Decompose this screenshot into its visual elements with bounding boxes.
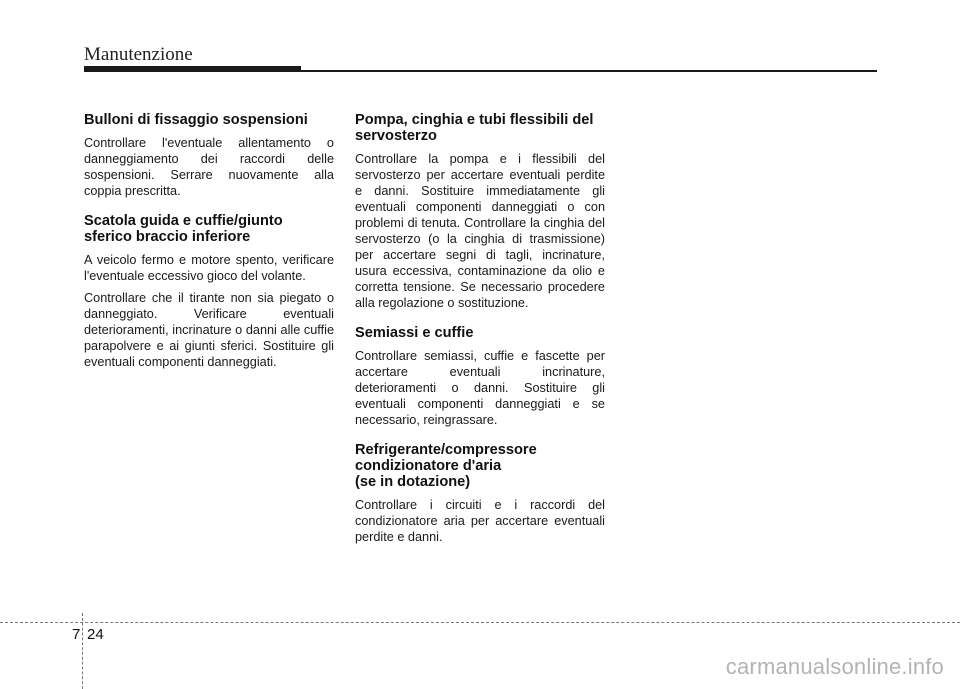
section-paragraph: Controllare l'eventuale allentamento o danneggiamento dei raccordi delle sospensioni. Serrare nuovamente alla coppia prescritta. — [84, 136, 334, 198]
section-suspension-bolts — [84, 112, 334, 199]
section-drive-shafts — [355, 325, 605, 428]
section-steering-box — [84, 213, 334, 370]
section-paragraph: A veicolo fermo e motore spento, verificare l'eventuale eccessivo gioco del volante. — [84, 253, 334, 283]
section-heading — [355, 442, 605, 490]
right-column — [355, 112, 605, 559]
section-heading: Pompa, cinghia e tubi flessibili del servosterzo — [355, 112, 594, 144]
page-number: 24 — [87, 626, 104, 643]
header-rule-thick — [84, 66, 301, 72]
section-refrigerant — [355, 442, 605, 545]
footer-dashed-rule — [0, 622, 960, 623]
left-column — [84, 112, 334, 384]
heading-line: (se in dotazione) — [355, 474, 471, 490]
section-heading: Semiassi e cuffie — [355, 325, 474, 341]
section-heading: Scatola guida e cuffie/giunto sferico braccio inferiore — [84, 213, 283, 245]
section-paragraph: Controllare semiassi, cuffie e fascette per accertare eventuali incrinature, deterioramenti o danni. Sostituire gli eventuali componenti danneggiati e se necessario, reingrassare. — [355, 349, 605, 427]
section-paragraph: Controllare che il tirante non sia piegato o danneggiato. Verificare eventuali deterioramenti, incrinature o danni alle cuffie parapolvere e ai giunti sferici. Sostituire gli eventuali componenti danneggiati. — [84, 291, 334, 369]
section-power-steering — [355, 112, 605, 311]
section-heading: Bulloni di fissaggio sospensioni — [84, 112, 308, 128]
heading-line: condizionatore d'aria — [355, 458, 502, 474]
header-rule-thin — [301, 70, 877, 72]
section-paragraph: Controllare la pompa e i flessibili del servosterzo per accertare eventuali perdite e danni. Sostituire immediatamente gli eventuali componenti danneggiati o con problemi di tenuta. Controllare la cinghia del servosterzo (o la cinghia di trasmissione) per accertare segni di tagli, incrinature, usura eccessiva, contaminazione da olio e corretta tensione. Se necessario procedere alla regolazione o sostituzione. — [355, 152, 605, 310]
watermark-text: carmanualsonline.info — [725, 654, 944, 679]
chapter-number: 7 — [72, 626, 81, 643]
section-paragraph: Controllare i circuiti e i raccordi del condizionatore aria per accertare eventuali perdite e danni. — [355, 498, 605, 544]
footer-dashed-divider — [82, 613, 83, 689]
heading-line: Refrigerante/compressore — [355, 442, 537, 458]
header-title: Manutenzione — [84, 44, 193, 65]
